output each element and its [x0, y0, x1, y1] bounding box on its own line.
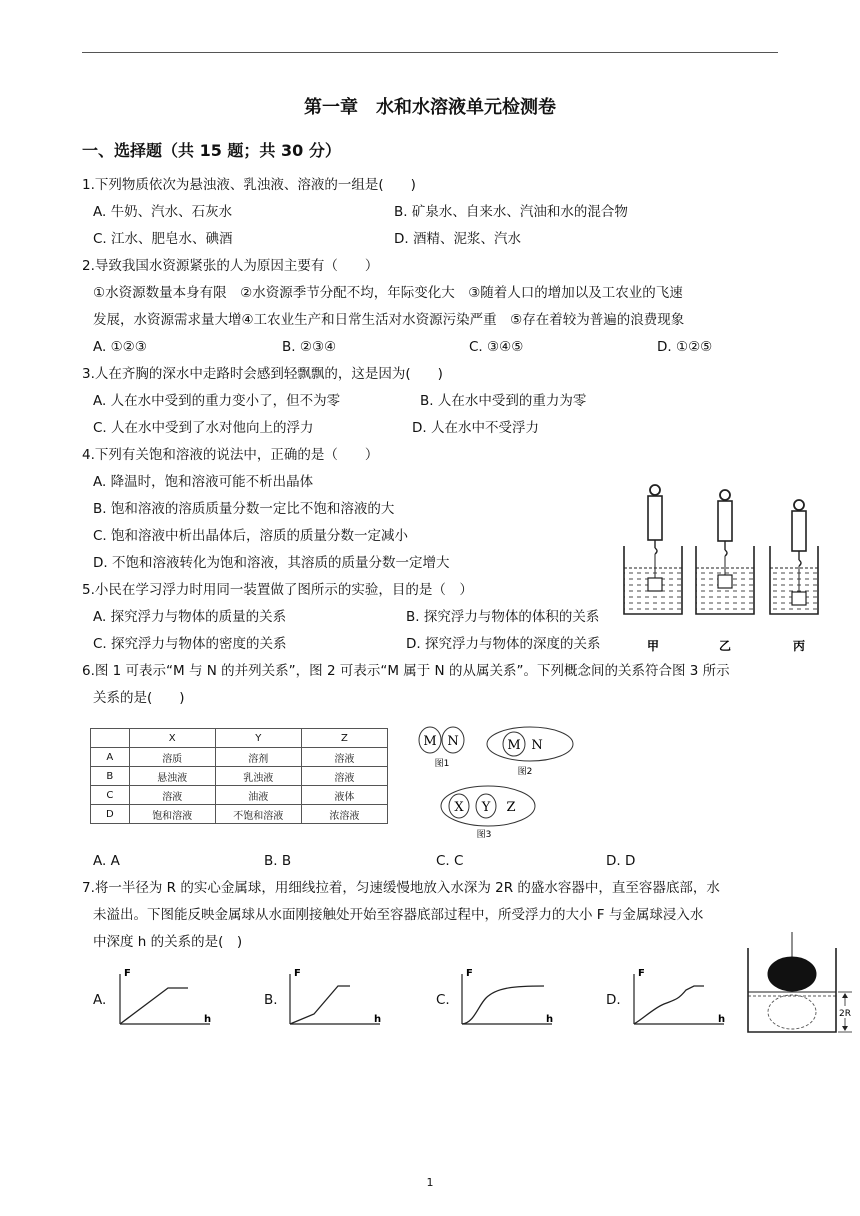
- q1-stem: 1.下列物质依次为悬浊液、乳浊液、溶液的一组是( ): [82, 177, 416, 193]
- table-cell: 溶质: [129, 748, 215, 767]
- header-rule: [82, 52, 778, 53]
- fig3-y: Y: [481, 800, 491, 815]
- q2-stem: 2.导致我国水资源紧张的人为原因主要有（ ）: [82, 258, 379, 274]
- q5-option-b[interactable]: B. 探究浮力与物体的体积的关系: [406, 609, 600, 625]
- table-cell: C: [91, 786, 130, 805]
- q4-option-c[interactable]: C. 饱和溶液中析出晶体后，溶质的质量分数一定减小: [93, 528, 409, 544]
- q5-option-c[interactable]: C. 探究浮力与物体的密度的关系: [93, 636, 287, 652]
- q7b-axis-f: F: [294, 968, 301, 979]
- q3-option-b[interactable]: B. 人在水中受到的重力为零: [420, 393, 587, 409]
- table-row: [91, 767, 388, 786]
- q7-container-figure: [742, 930, 856, 1034]
- q4-option-b[interactable]: B. 饱和溶液的溶质质量分数一定比不饱和溶液的大: [93, 501, 395, 517]
- q7c-axis-h: h: [546, 1014, 554, 1025]
- q7-option-c[interactable]: C.: [436, 992, 450, 1008]
- q1-option-d[interactable]: D. 酒精、泥浆、汽水: [394, 231, 521, 247]
- q7-depth-label: 2R: [839, 1009, 851, 1019]
- fig2-m: M: [507, 738, 521, 753]
- beaker-bing: [770, 500, 818, 614]
- fig2-caption: 图2: [517, 767, 533, 777]
- q7d-axis-f: F: [638, 968, 645, 979]
- q7a-axis-f: F: [124, 968, 131, 979]
- q6-option-d[interactable]: D. D: [606, 853, 636, 869]
- q3-option-c[interactable]: C. 人在水中受到了水对他向上的浮力: [93, 420, 314, 436]
- table-cell: 乳浊液: [215, 767, 301, 786]
- q6-option-a[interactable]: A. A: [93, 853, 120, 869]
- q2-option-d[interactable]: D. ①②⑤: [657, 339, 713, 355]
- label-jia: 甲: [646, 639, 660, 653]
- q4-option-a[interactable]: A. 降温时，饱和溶液可能不析出晶体: [93, 474, 314, 490]
- q6-option-c[interactable]: C. C: [436, 853, 464, 869]
- table-row: [91, 786, 388, 805]
- q7-graph-b[interactable]: [280, 966, 385, 1030]
- fig1-n: N: [447, 734, 459, 749]
- q7a-axis-h: h: [204, 1014, 212, 1025]
- q7c-axis-f: F: [466, 968, 473, 979]
- fig2-subordinate: [487, 727, 573, 777]
- q7-option-a[interactable]: A.: [93, 992, 107, 1008]
- q2-line2: 发展，水资源需求量大增④工农业生产和日常生活对水资源污染严重 ⑤存在着较为普遍的浪费现象: [93, 312, 685, 328]
- q3-option-a[interactable]: A. 人在水中受到的重力变小了，但不为零: [93, 393, 341, 409]
- table-cell: 溶剂: [215, 748, 301, 767]
- table-cell: 油液: [215, 786, 301, 805]
- label-bing: 丙: [792, 639, 806, 653]
- table-cell: 悬浊液: [129, 767, 215, 786]
- fig3-combined: [441, 786, 535, 840]
- section-heading: 一、选择题（共 15 题；共 30 分）: [82, 141, 341, 160]
- table-cell: 饱和溶液: [129, 805, 215, 824]
- table-cell: 溶液: [129, 786, 215, 805]
- fig3-x: X: [454, 800, 464, 815]
- table-header-cell: [91, 729, 130, 748]
- q4-option-d[interactable]: D. 不饱和溶液转化为饱和溶液，其溶质的质量分数一定增大: [93, 555, 450, 571]
- table-cell: B: [91, 767, 130, 786]
- q7d-axis-h: h: [718, 1014, 726, 1025]
- table-cell: D: [91, 805, 130, 824]
- q5-stem: 5.小民在学习浮力时用同一装置做了图所示的实验，目的是（ ）: [82, 582, 473, 598]
- q4-stem: 4.下列有关饱和溶液的说法中，正确的是（ ）: [82, 447, 379, 463]
- q6-option-b[interactable]: B. B: [264, 853, 292, 869]
- q7-graph-d[interactable]: [624, 966, 729, 1030]
- beaker-jia: [624, 485, 682, 614]
- fig3-caption: 图3: [476, 830, 492, 840]
- table-header-cell: X: [129, 729, 215, 748]
- q5-spring-scale-figure: [620, 480, 820, 655]
- page-title: 第一章 水和水溶液单元检测卷: [304, 97, 556, 118]
- table-cell: 不饱和溶液: [215, 805, 301, 824]
- q1-option-c[interactable]: C. 江水、肥皂水、碘酒: [93, 231, 233, 247]
- table-header-cell: Z: [301, 729, 387, 748]
- table-row: [91, 748, 388, 767]
- q7-option-b[interactable]: B.: [264, 992, 278, 1008]
- table-cell: 溶液: [301, 767, 387, 786]
- fig1-caption: 图1: [434, 759, 450, 769]
- table-cell: 溶液: [301, 748, 387, 767]
- q7-line1: 7.将一半径为 R 的实心金属球，用细线拉着，匀速缓慢地放入水深为 2R 的盛水容器中，直至容器底部，水: [82, 880, 720, 896]
- table-header-cell: Y: [215, 729, 301, 748]
- page-number: 1: [426, 1176, 434, 1189]
- q2-line1: ①水资源数量本身有限 ②水资源季节分配不均，年际变化大 ③随着人口的增加以及工农业的飞速: [93, 285, 683, 301]
- q7-option-d[interactable]: D.: [606, 992, 621, 1008]
- fig1-m: M: [423, 734, 437, 749]
- q6-concept-table: [90, 728, 388, 824]
- table-cell: A: [91, 748, 130, 767]
- fig2-n: N: [531, 738, 543, 753]
- q6-relation-diagrams: [410, 720, 580, 845]
- q5-option-d[interactable]: D. 探究浮力与物体的深度的关系: [406, 636, 601, 652]
- beaker-yi: [696, 490, 754, 614]
- q2-option-b[interactable]: B. ②③④: [282, 339, 337, 355]
- q3-option-d[interactable]: D. 人在水中不受浮力: [412, 420, 539, 436]
- table-cell: 浓溶液: [301, 805, 387, 824]
- q5-option-a[interactable]: A. 探究浮力与物体的质量的关系: [93, 609, 287, 625]
- q7b-axis-h: h: [374, 1014, 382, 1025]
- fig1-parallel: [419, 727, 464, 769]
- table-header-row: [91, 729, 388, 748]
- fig3-z: Z: [506, 800, 516, 815]
- q2-option-a[interactable]: A. ①②③: [93, 339, 147, 355]
- table-row: [91, 805, 388, 824]
- table-cell: 液体: [301, 786, 387, 805]
- q6-line1: 6.图 1 可表示“M 与 N 的并列关系”，图 2 可表示“M 属于 N 的从属关系”。下列概念间的关系符合图 3 所示: [82, 663, 730, 679]
- q1-option-a[interactable]: A. 牛奶、汽水、石灰水: [93, 204, 233, 220]
- q7-line2: 未溢出。下图能反映金属球从水面刚接触处开始至容器底部过程中，所受浮力的大小 F 与金属球浸入水: [93, 907, 704, 923]
- label-yi: 乙: [718, 639, 732, 653]
- q7-graph-a[interactable]: [110, 966, 215, 1030]
- q2-option-c[interactable]: C. ③④⑤: [469, 339, 524, 355]
- q6-line2: 关系的是( ): [93, 690, 185, 706]
- q7-line3: 中深度 h 的关系的是( ): [93, 934, 243, 950]
- q1-option-b[interactable]: B. 矿泉水、自来水、汽油和水的混合物: [394, 204, 628, 220]
- q3-stem: 3.人在齐胸的深水中走路时会感到轻飘飘的，这是因为( ): [82, 366, 443, 382]
- q7-graph-c[interactable]: [452, 966, 557, 1030]
